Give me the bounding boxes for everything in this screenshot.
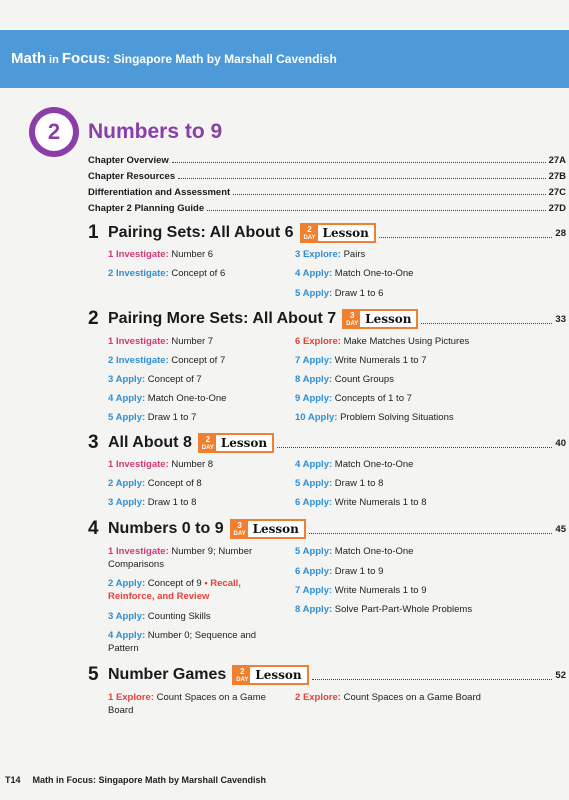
lesson-item[interactable]: 5 Apply: Draw 1 to 6 (295, 288, 384, 299)
lesson-item[interactable]: 4 Apply: Number 0; Sequence and Pattern (108, 630, 257, 654)
lesson-item[interactable]: 1 Investigate: Number 6 (108, 249, 214, 260)
day-number: 3 (237, 521, 242, 530)
chapter-number: 2 (35, 113, 73, 151)
banner-title-math: Math (11, 50, 46, 67)
banner-title-in: in (46, 54, 62, 66)
day-word: DAY (346, 321, 359, 327)
dot-leader (379, 228, 553, 238)
lesson-badge (342, 309, 418, 329)
toc-label: Chapter 2 Planning Guide (88, 203, 205, 214)
lesson-item[interactable]: 3 Apply: Counting Skills (108, 611, 211, 622)
day-number: 2 (240, 667, 245, 676)
lesson-item[interactable]: 2 Investigate: Concept of 7 (108, 355, 226, 366)
lesson-item[interactable]: 10 Apply: Problem Solving Situations (295, 412, 454, 423)
day-number: 2 (205, 435, 211, 444)
section-title: Pairing More Sets: All About 7 (108, 310, 337, 327)
section-4-heading[interactable] (88, 517, 566, 541)
day-word: DAY (201, 445, 214, 451)
lesson-item[interactable]: 4 Apply: Match One-to-One (108, 393, 227, 404)
banner-title (11, 50, 337, 67)
dot-leader (172, 162, 546, 163)
section-number: 4 (88, 518, 99, 539)
lesson-item[interactable]: 3 Apply: Concept of 7 (108, 374, 202, 385)
day-number: 3 (349, 311, 355, 320)
lesson-word: Lesson (255, 668, 302, 682)
section-5-heading[interactable] (88, 663, 566, 687)
lesson-badge (232, 665, 308, 685)
toc-label: Chapter Overview (88, 155, 169, 166)
banner-title-rest: : Singapore Math by Marshall Cavendish (106, 52, 337, 66)
lesson-word: Lesson (220, 436, 268, 450)
section-page: 45 (555, 523, 566, 535)
section-title: All About 8 (108, 434, 192, 451)
lesson-item[interactable]: 5 Apply: Draw 1 to 8 (295, 478, 384, 489)
footer-book-title: Math in Focus: Singapore Math by Marshall Cavendish (32, 775, 267, 785)
toc-page: 27B (548, 171, 566, 182)
lesson-item[interactable]: 6 Explore: Make Matches Using Pictures (295, 336, 470, 347)
day-count (232, 521, 248, 537)
section-title: Pairing Sets: All About 6 (108, 224, 294, 241)
lesson-item[interactable]: 1 Investigate: Number 8 (108, 459, 214, 470)
lesson-badge (198, 433, 274, 453)
dot-leader (207, 210, 545, 211)
day-word: DAY (303, 235, 316, 241)
section-2-heading[interactable] (88, 307, 566, 331)
lesson-item[interactable]: 2 Investigate: Concept of 6 (108, 268, 226, 279)
toc-item-overview[interactable] (88, 152, 566, 166)
dot-leader (277, 438, 552, 448)
day-count (302, 225, 318, 241)
section-number: 5 (88, 664, 99, 685)
section-page: 40 (555, 437, 566, 449)
header-banner (0, 30, 569, 88)
section-3-heading[interactable] (88, 431, 566, 455)
lesson-item[interactable]: 1 Investigate: Number 7 (108, 336, 214, 347)
chapter-number-badge (29, 107, 79, 157)
lesson-item[interactable]: 2 Apply: Concept of 8 (108, 478, 202, 489)
lesson-item[interactable]: 9 Apply: Concepts of 1 to 7 (295, 393, 412, 404)
section-page: 28 (555, 227, 566, 239)
dot-leader (312, 670, 553, 680)
lesson-item[interactable]: 1 Investigate: Number 9; Number Comparisons (108, 546, 253, 570)
section-title: Number Games (108, 666, 227, 683)
recall-note: • Recall, Reinforce, and Review (108, 578, 241, 602)
lesson-item[interactable]: 6 Apply: Draw 1 to 9 (295, 566, 384, 577)
section-number: 3 (88, 432, 99, 453)
dot-leader (178, 178, 545, 179)
lesson-word: Lesson (252, 522, 299, 536)
lesson-item[interactable]: 6 Apply: Write Numerals 1 to 8 (295, 497, 427, 508)
lesson-item[interactable]: 2 Apply: Concept of 9 • Recall, Reinforce, and Review (108, 578, 241, 602)
lesson-item[interactable]: 2 Explore: Count Spaces on a Game Board (295, 692, 481, 703)
lesson-word: Lesson (322, 226, 369, 240)
section-number: 2 (88, 308, 99, 329)
lesson-item[interactable]: 4 Apply: Match One-to-One (295, 459, 414, 470)
day-count (234, 667, 250, 683)
lesson-item[interactable]: 8 Apply: Solve Part-Part-Whole Problems (295, 604, 473, 615)
toc-item-differentiation[interactable] (88, 184, 566, 198)
lesson-item[interactable]: 5 Apply: Match One-to-One (295, 546, 414, 557)
section-page: 33 (555, 313, 566, 325)
section-1-heading[interactable] (88, 221, 566, 245)
toc-item-planning-guide[interactable] (88, 200, 566, 214)
lesson-word: Lesson (365, 312, 412, 326)
day-count (344, 311, 360, 327)
lesson-item[interactable]: 8 Apply: Count Groups (295, 374, 394, 385)
lesson-badge (300, 223, 376, 243)
lesson-item[interactable]: 4 Apply: Match One-to-One (295, 268, 414, 279)
lesson-item[interactable]: 7 Apply: Write Numerals 1 to 9 (295, 585, 427, 596)
chapter-title: Numbers to 9 (88, 120, 223, 143)
toc-label: Differentiation and Assessment (88, 187, 231, 198)
day-count (200, 435, 216, 451)
lesson-badge (230, 519, 306, 539)
toc-item-resources[interactable] (88, 168, 566, 182)
section-title: Numbers 0 to 9 (108, 520, 224, 537)
footer-page-number: T14 (5, 775, 21, 785)
toc-page: 27D (548, 203, 566, 214)
lesson-item[interactable]: 3 Explore: Pairs (295, 249, 366, 260)
toc-label: Chapter Resources (88, 171, 176, 182)
page-footer (5, 775, 266, 785)
dot-leader (309, 524, 553, 534)
toc-page: 27C (548, 187, 566, 198)
toc-page: 27A (548, 155, 566, 166)
day-word: DAY (233, 531, 246, 537)
day-word: DAY (236, 677, 249, 683)
lesson-item[interactable]: 1 Explore: Count Spaces on a Game Board (108, 692, 266, 716)
lesson-item[interactable]: 3 Apply: Draw 1 to 8 (108, 497, 197, 508)
section-page: 52 (555, 669, 566, 681)
dot-leader (421, 314, 552, 324)
dot-leader (233, 194, 545, 195)
banner-title-focus: Focus (61, 50, 107, 67)
lesson-item[interactable]: 5 Apply: Draw 1 to 7 (108, 412, 197, 423)
section-number: 1 (88, 222, 99, 243)
day-number: 2 (307, 225, 312, 234)
lesson-item[interactable]: 7 Apply: Write Numerals 1 to 7 (295, 355, 427, 366)
